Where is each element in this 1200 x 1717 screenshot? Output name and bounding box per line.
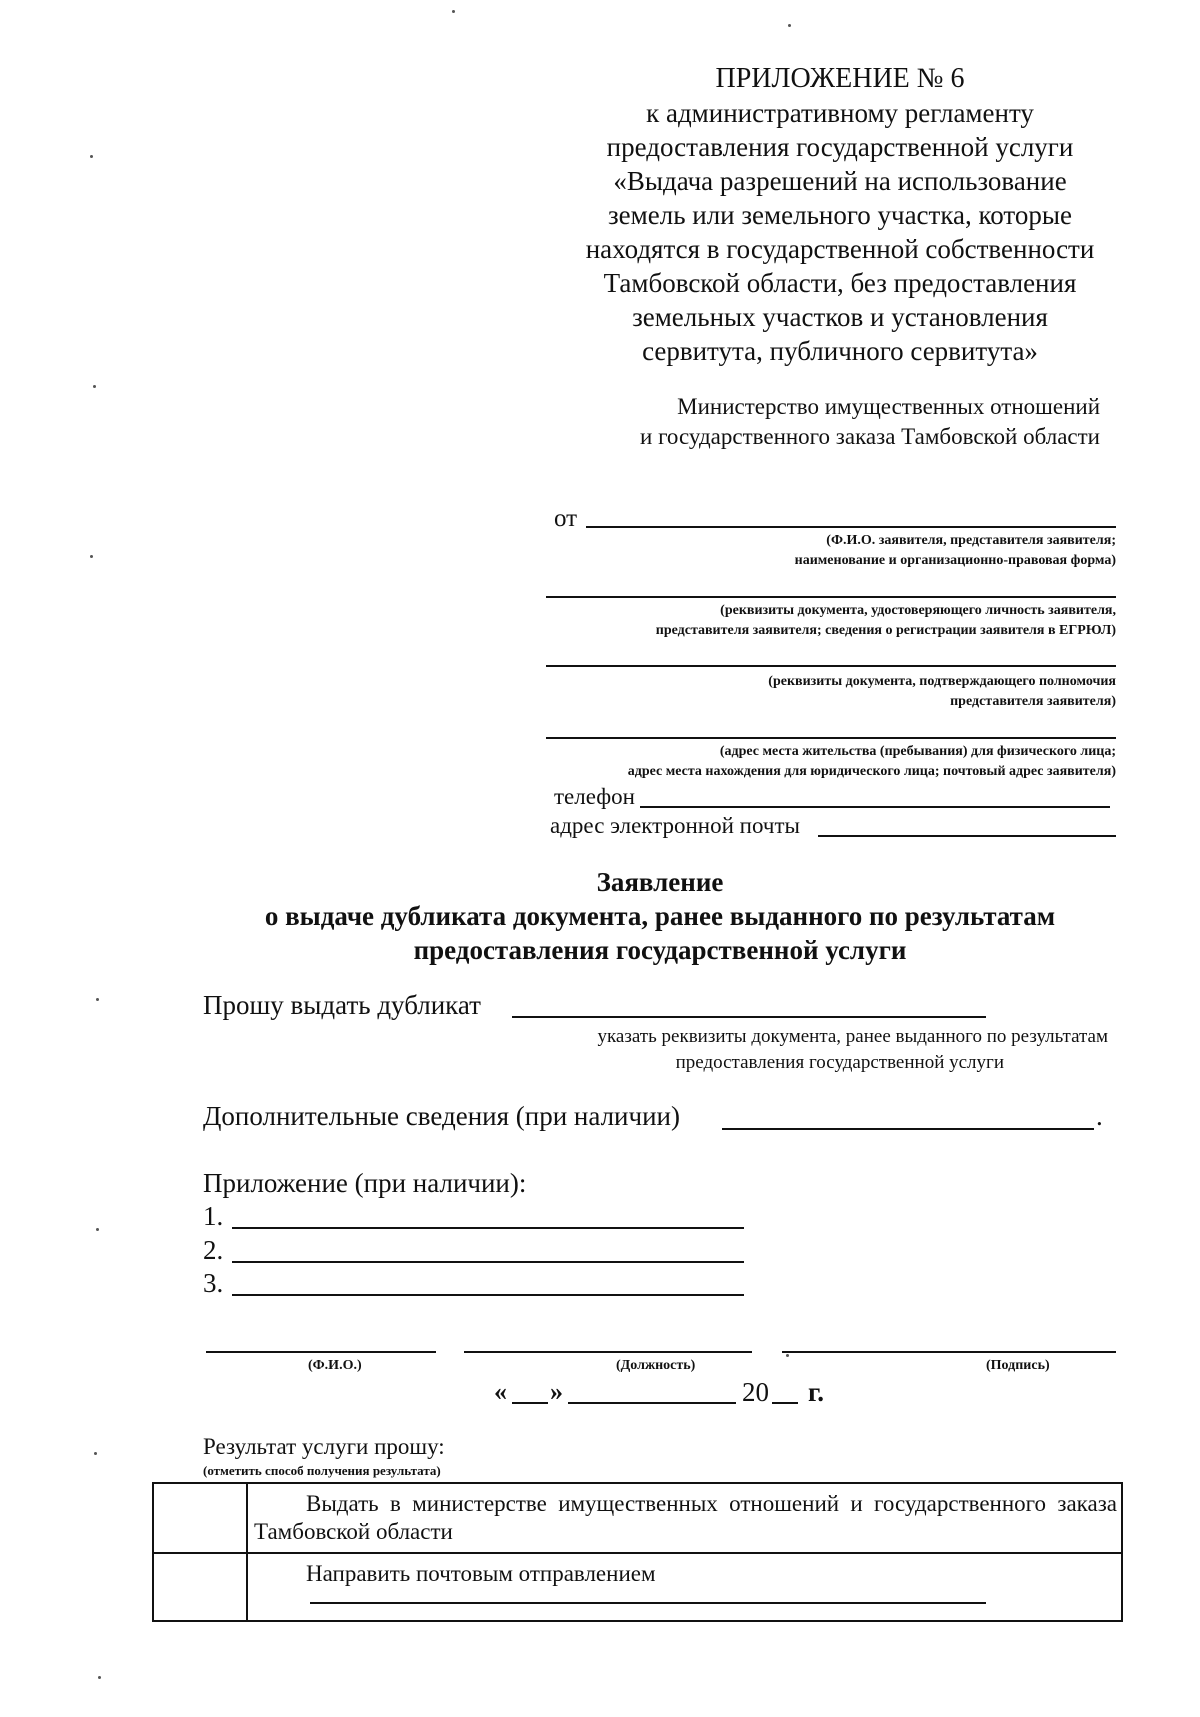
- hint-line: представителя заявителя; сведения о регистрации заявителя в ЕГРЮЛ): [655, 623, 1116, 638]
- hint-line: (Ф.И.О. заявителя, представителя заявителя;: [826, 533, 1116, 548]
- annex-header: [560, 62, 1120, 368]
- date-day-field[interactable]: [512, 1402, 548, 1404]
- result-option-row: [153, 1553, 1122, 1621]
- result-option-row: [153, 1483, 1122, 1553]
- scan-speck: [96, 1228, 99, 1231]
- date-year-field[interactable]: [772, 1402, 798, 1404]
- annex-line: «Выдача разрешений на использование: [613, 166, 1067, 196]
- signature-field[interactable]: [782, 1351, 1116, 1353]
- ministry-line: Министерство имущественных отношений: [677, 394, 1100, 419]
- annex-line: земельных участков и установления: [632, 302, 1048, 332]
- addressee-ministry: [560, 392, 1100, 452]
- attachment-1-field[interactable]: [232, 1227, 744, 1229]
- scan-speck: [98, 1676, 101, 1679]
- statement-title: [160, 865, 1160, 967]
- date-quote-close: »: [550, 1377, 563, 1406]
- phone-label: телефон: [554, 784, 635, 809]
- hint-line: наименование и организационно-правовая форма): [794, 553, 1116, 568]
- signer-name-field[interactable]: [206, 1351, 436, 1353]
- date-month-field[interactable]: [568, 1402, 736, 1404]
- applicant-id-document-field[interactable]: [546, 596, 1116, 598]
- result-method-table: [152, 1482, 1123, 1622]
- signer-position-field[interactable]: [464, 1351, 752, 1353]
- result-option-text: [247, 1553, 1122, 1621]
- annex-line: находятся в государственной собственности: [585, 234, 1095, 264]
- hint-line: представителя заявителя): [950, 694, 1116, 709]
- scan-speck: [786, 1354, 789, 1357]
- request-hint: [400, 1024, 1108, 1076]
- annex-line: сервитута, публичного сервитута»: [642, 336, 1038, 366]
- hint-line: (реквизиты документа, удостоверяющего личность заявителя,: [720, 603, 1116, 618]
- ministry-line: и государственного заказа Тамбовской области: [640, 424, 1100, 449]
- hint-line: адрес места нахождения для юридического лица; почтовый адрес заявителя): [627, 764, 1116, 779]
- applicant-id-hint: [520, 601, 1116, 641]
- hint-line: (реквизиты документа, подтверждающего полномочия: [768, 674, 1116, 689]
- hint-line: (адрес места жительства (пребывания) для физического лица;: [719, 744, 1116, 759]
- scan-speck: [96, 998, 99, 1001]
- additional-info-label: Дополнительные сведения (при наличии): [203, 1101, 680, 1131]
- annex-line: земель или земельного участка, которые: [608, 200, 1072, 230]
- request-duplicate-label: Прошу выдать дубликат: [203, 990, 481, 1020]
- email-field[interactable]: [818, 835, 1116, 837]
- statement-title-line: Заявление: [596, 867, 724, 897]
- address-hint: [500, 742, 1116, 782]
- result-hint: (отметить способ получения результата): [203, 1463, 441, 1478]
- name-caption: (Ф.И.О.): [308, 1358, 362, 1373]
- scan-speck: [90, 155, 93, 158]
- annex-line: Тамбовской области, без предоставления: [603, 268, 1077, 298]
- position-caption: (Должность): [616, 1358, 696, 1373]
- additional-info-field[interactable]: [722, 1128, 1094, 1130]
- request-hint-line: предоставления государственной услуги: [675, 1052, 1004, 1073]
- attachment-number: 2.: [203, 1235, 224, 1265]
- address-field[interactable]: [546, 737, 1116, 739]
- phone-field[interactable]: [640, 806, 1110, 808]
- result-option-label: Направить почтовым отправлением: [306, 1561, 656, 1586]
- postal-address-field[interactable]: [310, 1602, 986, 1604]
- scan-speck: [788, 24, 791, 27]
- signature-caption: (Подпись): [986, 1358, 1050, 1373]
- date-year-suffix: г.: [808, 1377, 824, 1407]
- result-option-checkbox[interactable]: [153, 1483, 247, 1553]
- result-option-checkbox[interactable]: [153, 1553, 247, 1621]
- from-label: от: [554, 505, 578, 532]
- result-label: Результат услуги прошу:: [203, 1434, 445, 1459]
- authority-document-field[interactable]: [546, 665, 1116, 667]
- date-year-prefix: 20: [742, 1377, 769, 1407]
- result-option-label: Выдать в министерстве имущественных отношений и государственного заказа Тамбовской области: [254, 1491, 1117, 1544]
- scan-speck: [93, 385, 96, 388]
- email-label: адрес электронной почты: [550, 813, 800, 838]
- duplicate-document-field[interactable]: [512, 1016, 986, 1018]
- annex-title: ПРИЛОЖЕНИЕ № 6: [715, 63, 965, 94]
- attachment-2-field[interactable]: [232, 1261, 744, 1263]
- scan-speck: [90, 555, 93, 558]
- applicant-name-field[interactable]: [586, 526, 1116, 528]
- additional-info-period: .: [1096, 1101, 1103, 1131]
- attachment-3-field[interactable]: [232, 1294, 744, 1296]
- attachment-number: 1.: [203, 1201, 224, 1231]
- authority-hint: [560, 672, 1116, 712]
- result-option-text: [247, 1483, 1122, 1553]
- annex-line: предоставления государственной услуги: [606, 132, 1074, 162]
- attachment-number: 3.: [203, 1268, 224, 1298]
- annex-line: к административному регламенту: [646, 98, 1034, 128]
- statement-title-line: о выдаче дубликата документа, ранее выданного по результатам: [264, 901, 1056, 931]
- request-hint-line: указать реквизиты документа, ранее выданного по результатам: [597, 1026, 1108, 1047]
- attachments-label: Приложение (при наличии):: [203, 1168, 527, 1198]
- statement-title-line: предоставления государственной услуги: [413, 935, 907, 965]
- date-quote-open: «: [494, 1377, 507, 1406]
- applicant-name-hint: [560, 531, 1116, 571]
- scan-speck: [452, 10, 455, 13]
- scan-speck: [94, 1452, 97, 1455]
